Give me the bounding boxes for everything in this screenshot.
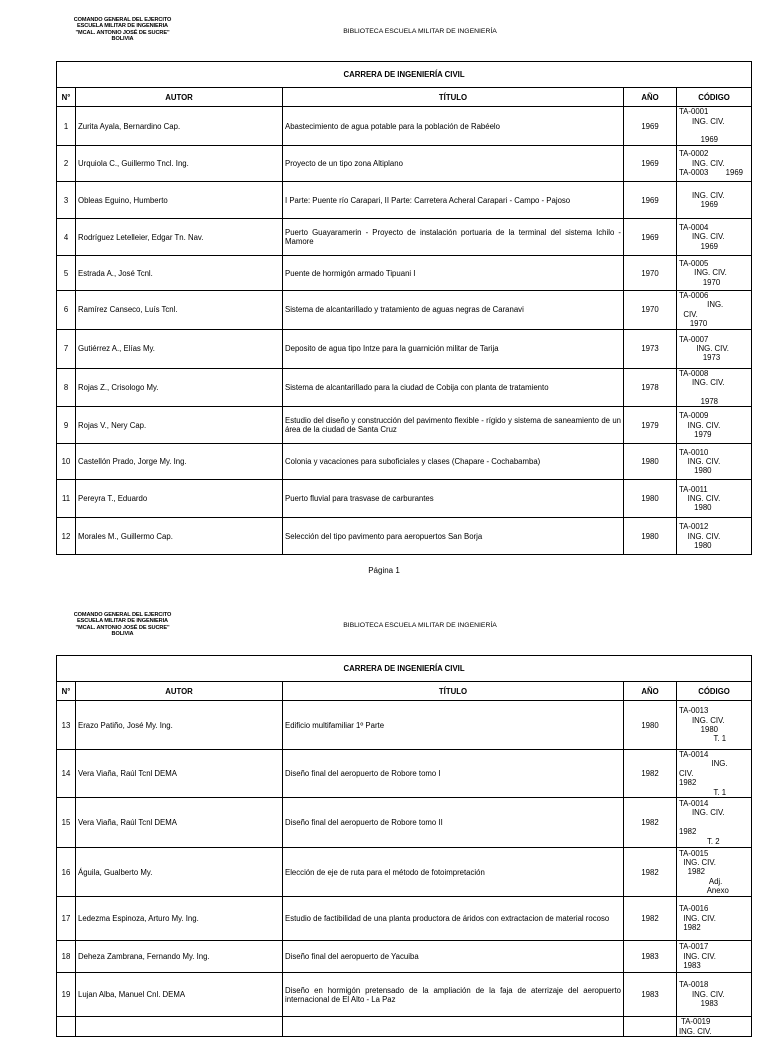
title-cell: Abastecimiento de agua potable para la población de Rabéelo (283, 107, 624, 146)
code-line: TA-0007 (679, 334, 709, 344)
year-cell: 1982 (624, 897, 677, 941)
code-cell (677, 798, 752, 848)
row-number: 3 (57, 182, 76, 219)
catalog-table (56, 61, 752, 555)
org-line: COMANDO GENERAL DEL EJERCITO (73, 612, 172, 618)
author-cell: Castellón Prado, Jorge My. Ing. (76, 444, 283, 480)
author-cell: Rojas V., Nery Cap. (76, 407, 283, 444)
row-number: 5 (57, 256, 76, 291)
author-cell: Erazo Patiño, José My. Ing. (76, 701, 283, 750)
code-line: TA-0006 (679, 291, 709, 300)
code-line: CIV. (679, 768, 694, 778)
year-cell: 1982 (624, 848, 677, 897)
code-line: TA-0005 (679, 258, 709, 268)
title-cell: Selección del tipo pavimento para aeropuertos San Borja (283, 518, 624, 555)
code-line: 1980 (679, 503, 712, 513)
column-header-author: AUTOR (76, 682, 283, 701)
table-row (57, 291, 752, 330)
table-row (57, 897, 752, 941)
code-line: ING. CIV. (679, 420, 721, 430)
code-cell (677, 407, 752, 444)
author-cell: Vera Viaña, Raúl Tcnl DEMA (76, 798, 283, 848)
title-cell: Sistema de alcantarillado para la ciudad de Cobija con planta de tratamiento (283, 368, 624, 407)
row-number: 8 (57, 368, 76, 407)
catalog-table (56, 655, 752, 1037)
year-cell: 1983 (624, 941, 677, 973)
code-line: T. 1 (679, 787, 727, 797)
code-line: ING. CIV. (679, 343, 729, 353)
code-line: ING. CIV. (679, 989, 725, 999)
code-line: ING. CIV. (679, 494, 721, 504)
table-row (57, 848, 752, 897)
code-cell (677, 750, 752, 798)
org-line: "MCAL. ANTONIO JOSÉ DE SUCRE" (75, 624, 170, 631)
code-line: 1969 (679, 200, 719, 209)
title-cell: Edificio multifamiliar 1º Parte (283, 701, 624, 750)
author-cell: Ledezma Espinoza, Arturo My. Ing. (76, 897, 283, 941)
column-header-number: N° (57, 88, 76, 107)
title-cell: Diseño final del aeropuerto de Robore tomo I (283, 750, 624, 798)
code-cell (677, 368, 752, 407)
table-title: CARRERA DE INGENIERÍA CIVIL (57, 656, 752, 682)
author-cell: Urquiola C., Guillermo Tncl. Ing. (76, 146, 283, 182)
table-body (57, 701, 752, 1037)
year-cell: 1969 (624, 146, 677, 182)
title-cell: Elección de eje de ruta para el método de fotoimpretación (283, 848, 624, 897)
table-row (57, 146, 752, 182)
column-header-code: CÓDIGO (677, 682, 752, 701)
table-body (57, 107, 752, 555)
year-cell: 1969 (624, 219, 677, 256)
code-line: ING. CIV. (679, 378, 725, 388)
title-cell: Sistema de alcantarillado y tratamiento de aguas negras de Caranavi (283, 291, 624, 330)
title-cell (283, 1017, 624, 1037)
code-line: ING. CIV. (679, 190, 725, 200)
org-line: "MCAL. ANTONIO JOSÉ DE SUCRE" (75, 29, 170, 36)
table-row (57, 1017, 752, 1037)
code-line: 1982 (679, 778, 697, 788)
code-line: T. 1 (679, 734, 727, 744)
code-line: ING. CIV. (679, 531, 721, 541)
code-line: TA-0012 (679, 522, 709, 532)
code-cell (677, 941, 752, 973)
table-row (57, 107, 752, 146)
code-line: TA-0017 (679, 942, 709, 952)
column-header-number: N° (57, 682, 76, 701)
code-line: 1980 (679, 466, 712, 476)
code-cell (677, 146, 752, 182)
year-cell: 1982 (624, 750, 677, 798)
author-cell: Estrada A., José Tcnl. (76, 256, 283, 291)
row-number: 19 (57, 973, 76, 1017)
row-number: 2 (57, 146, 76, 182)
code-line: 1969 (679, 241, 719, 251)
author-cell: Águila, Gualberto My. (76, 848, 283, 897)
title-cell: Puerto Guayaramerin - Proyecto de instalación portuaria de la terminal del sistema Ichilo - Mamore (283, 219, 624, 256)
table-row (57, 256, 752, 291)
code-line: TA-0009 (679, 411, 709, 421)
code-line: ING. CIV. (679, 158, 725, 168)
author-cell: Ramírez Canseco, Luís Tcnl. (76, 291, 283, 330)
code-line: TA-0003 1969 (679, 168, 744, 178)
year-cell: 1970 (624, 291, 677, 330)
code-line: TA-0014 (679, 750, 709, 759)
code-line: TA-0015 (679, 848, 709, 858)
author-cell: Vera Viaña, Raúl Tcnl DEMA (76, 750, 283, 798)
org-line: ESCUELA MILITAR DE INGENIERIA (77, 618, 168, 625)
table-head (57, 656, 752, 701)
code-line: TA-0019 (679, 1017, 711, 1027)
code-cell (677, 256, 752, 291)
code-cell (677, 480, 752, 518)
code-line: ING. CIV. (679, 232, 725, 242)
table-row (57, 798, 752, 848)
code-line: 1980 (679, 725, 719, 734)
title-cell: Puerto fluvial para trasvase de carburantes (283, 480, 624, 518)
page-number: Página 1 (368, 566, 400, 575)
org-line: COMANDO GENERAL DEL EJERCITO (73, 17, 172, 23)
library-header: BIBLIOTECA ESCUELA MILITAR DE INGENIERÍA (343, 622, 497, 629)
title-cell: Puente de hormigón armado Tipuani I (283, 256, 624, 291)
row-number: 6 (57, 291, 76, 330)
code-line: 1979 (679, 429, 712, 439)
title-cell: Deposito de agua tipo Intze para la guarnición militar de Tarija (283, 329, 624, 368)
org-line: ESCUELA MILITAR DE INGENIERIA (77, 23, 168, 30)
year-cell: 1980 (624, 701, 677, 750)
row-number: 14 (57, 750, 76, 798)
code-cell (677, 444, 752, 480)
code-line: ING. CIV. (679, 116, 725, 126)
code-line: TA-0014 (679, 799, 709, 809)
code-line: 1982 (679, 827, 697, 837)
code-cell (677, 291, 752, 330)
table-row (57, 329, 752, 368)
code-cell (677, 107, 752, 146)
code-line: 1983 (679, 999, 719, 1009)
row-number: 9 (57, 407, 76, 444)
library-header: BIBLIOTECA ESCUELA MILITAR DE INGENIERÍA (343, 28, 497, 35)
row-number: 18 (57, 941, 76, 973)
author-cell: Zurita Ayala, Bernardino Cap. (76, 107, 283, 146)
code-line: 1982 (679, 923, 701, 933)
code-line: ING. CIV. (679, 808, 725, 818)
org-line: BOLIVIA (111, 36, 134, 43)
author-cell: Pereyra T., Eduardo (76, 480, 283, 518)
title-cell: Diseño final del aeropuerto de Robore tomo II (283, 798, 624, 848)
row-number (57, 1017, 76, 1037)
table-row (57, 219, 752, 256)
code-line (679, 387, 749, 396)
code-line (679, 126, 749, 135)
author-cell: Rodríguez Letelleier, Edgar Tn. Nav. (76, 219, 283, 256)
year-cell: 1983 (624, 973, 677, 1017)
row-number: 12 (57, 518, 76, 555)
code-line: TA-0002 (679, 149, 709, 159)
code-line: Anexo (679, 886, 729, 896)
code-line: CIV. (679, 309, 698, 319)
row-number: 13 (57, 701, 76, 750)
code-line: ING. CIV. (679, 913, 716, 923)
title-cell: Diseño final del aeropuerto de Yacuiba (283, 941, 624, 973)
table-row (57, 518, 752, 555)
code-cell (677, 701, 752, 750)
author-cell: Deheza Zambrana, Fernando My. Ing. (76, 941, 283, 973)
year-cell: 1980 (624, 480, 677, 518)
code-line: 1983 (679, 961, 701, 971)
code-line: ING. CIV. (679, 715, 725, 725)
code-line: ING. CIV. (679, 951, 716, 961)
table-row (57, 480, 752, 518)
code-line: TA-0013 (679, 706, 709, 716)
table-row (57, 941, 752, 973)
table-row (57, 182, 752, 219)
code-line: TA-0001 (679, 107, 709, 117)
code-line: TA-0004 (679, 222, 709, 232)
code-cell (677, 182, 752, 219)
code-cell (677, 329, 752, 368)
title-cell: Estudio de factibilidad de una planta productora de áridos con extractacion de material rocoso (283, 897, 624, 941)
year-cell: 1973 (624, 329, 677, 368)
year-cell (624, 1017, 677, 1037)
column-header-title: TÍTULO (283, 88, 624, 107)
column-header-year: AÑO (624, 88, 677, 107)
column-header-author: AUTOR (76, 88, 283, 107)
code-cell (677, 219, 752, 256)
title-cell: Colonia y vacaciones para suboficiales y clases (Chapare - Cochabamba) (283, 444, 624, 480)
year-cell: 1969 (624, 107, 677, 146)
code-line: ING. CIV. (679, 857, 716, 867)
code-line: ING. CIV. (679, 457, 721, 467)
org-line: BOLIVIA (111, 631, 134, 638)
column-header-code: CÓDIGO (677, 88, 752, 107)
code-line: ING. CIV. (679, 268, 727, 278)
table-row (57, 973, 752, 1017)
table-row (57, 368, 752, 407)
author-cell: Gutiérrez A., Elías My. (76, 329, 283, 368)
organization-header (60, 17, 185, 43)
year-cell: 1978 (624, 368, 677, 407)
catalog-page-2 (0, 590, 768, 1036)
table-row (57, 407, 752, 444)
code-line: TA-0011 (679, 484, 708, 494)
code-cell (677, 897, 752, 941)
code-line: ING. (679, 759, 728, 769)
code-line: TA-0016 (679, 904, 709, 914)
code-line: 1969 (679, 135, 719, 145)
code-line: TA-0008 (679, 368, 709, 378)
code-cell (677, 973, 752, 1017)
table-head (57, 62, 752, 107)
code-line: 1980 (679, 540, 712, 550)
code-line: ING. (679, 300, 724, 310)
row-number: 11 (57, 480, 76, 518)
table-row (57, 444, 752, 480)
code-cell (677, 518, 752, 555)
row-number: 16 (57, 848, 76, 897)
code-line: 1982 (679, 867, 706, 877)
code-cell (677, 848, 752, 897)
title-cell: Estudio del diseño y construcción del pavimento flexible - rígido y sistema de saneamiento de un área de la ciudad de Santa Cruz (283, 407, 624, 444)
column-header-year: AÑO (624, 682, 677, 701)
author-cell: Lujan Alba, Manuel Cnl. DEMA (76, 973, 283, 1017)
row-number: 4 (57, 219, 76, 256)
code-line: 1970 (679, 277, 721, 287)
row-number: 15 (57, 798, 76, 848)
year-cell: 1979 (624, 407, 677, 444)
year-cell: 1980 (624, 444, 677, 480)
code-line: T. 2 (679, 836, 720, 846)
author-cell (76, 1017, 283, 1037)
year-cell: 1970 (624, 256, 677, 291)
author-cell: Obleas Eguino, Humberto (76, 182, 283, 219)
code-line (679, 818, 749, 827)
code-cell (677, 1017, 752, 1037)
row-number: 7 (57, 329, 76, 368)
code-line: TA-0018 (679, 980, 709, 990)
year-cell: 1982 (624, 798, 677, 848)
code-line: TA-0010 (679, 447, 709, 457)
code-line: ING. CIV. (679, 1026, 712, 1036)
code-line: Adj. (679, 876, 723, 886)
organization-header (60, 612, 185, 638)
column-header-title: TÍTULO (283, 682, 624, 701)
title-cell: Diseño en hormigón pretensado de la ampliación de la faja de aterrizaje del aeropuerto internacional de El Alto - La Paz (283, 973, 624, 1017)
code-line: 1970 (679, 319, 708, 329)
row-number: 10 (57, 444, 76, 480)
title-cell: I Parte: Puente río Carapari, II Parte: Carretera Acheral Carapari - Campo - Pajoso (283, 182, 624, 219)
row-number: 1 (57, 107, 76, 146)
table-title: CARRERA DE INGENIERÍA CIVIL (57, 62, 752, 88)
table-row (57, 701, 752, 750)
table-row (57, 750, 752, 798)
author-cell: Morales M., Guillermo Cap. (76, 518, 283, 555)
author-cell: Rojas Z., Crisologo My. (76, 368, 283, 407)
code-line: 1978 (679, 396, 719, 406)
code-line: 1973 (679, 353, 721, 363)
year-cell: 1969 (624, 182, 677, 219)
row-number: 17 (57, 897, 76, 941)
year-cell: 1980 (624, 518, 677, 555)
title-cell: Proyecto de un tipo zona Altiplano (283, 146, 624, 182)
